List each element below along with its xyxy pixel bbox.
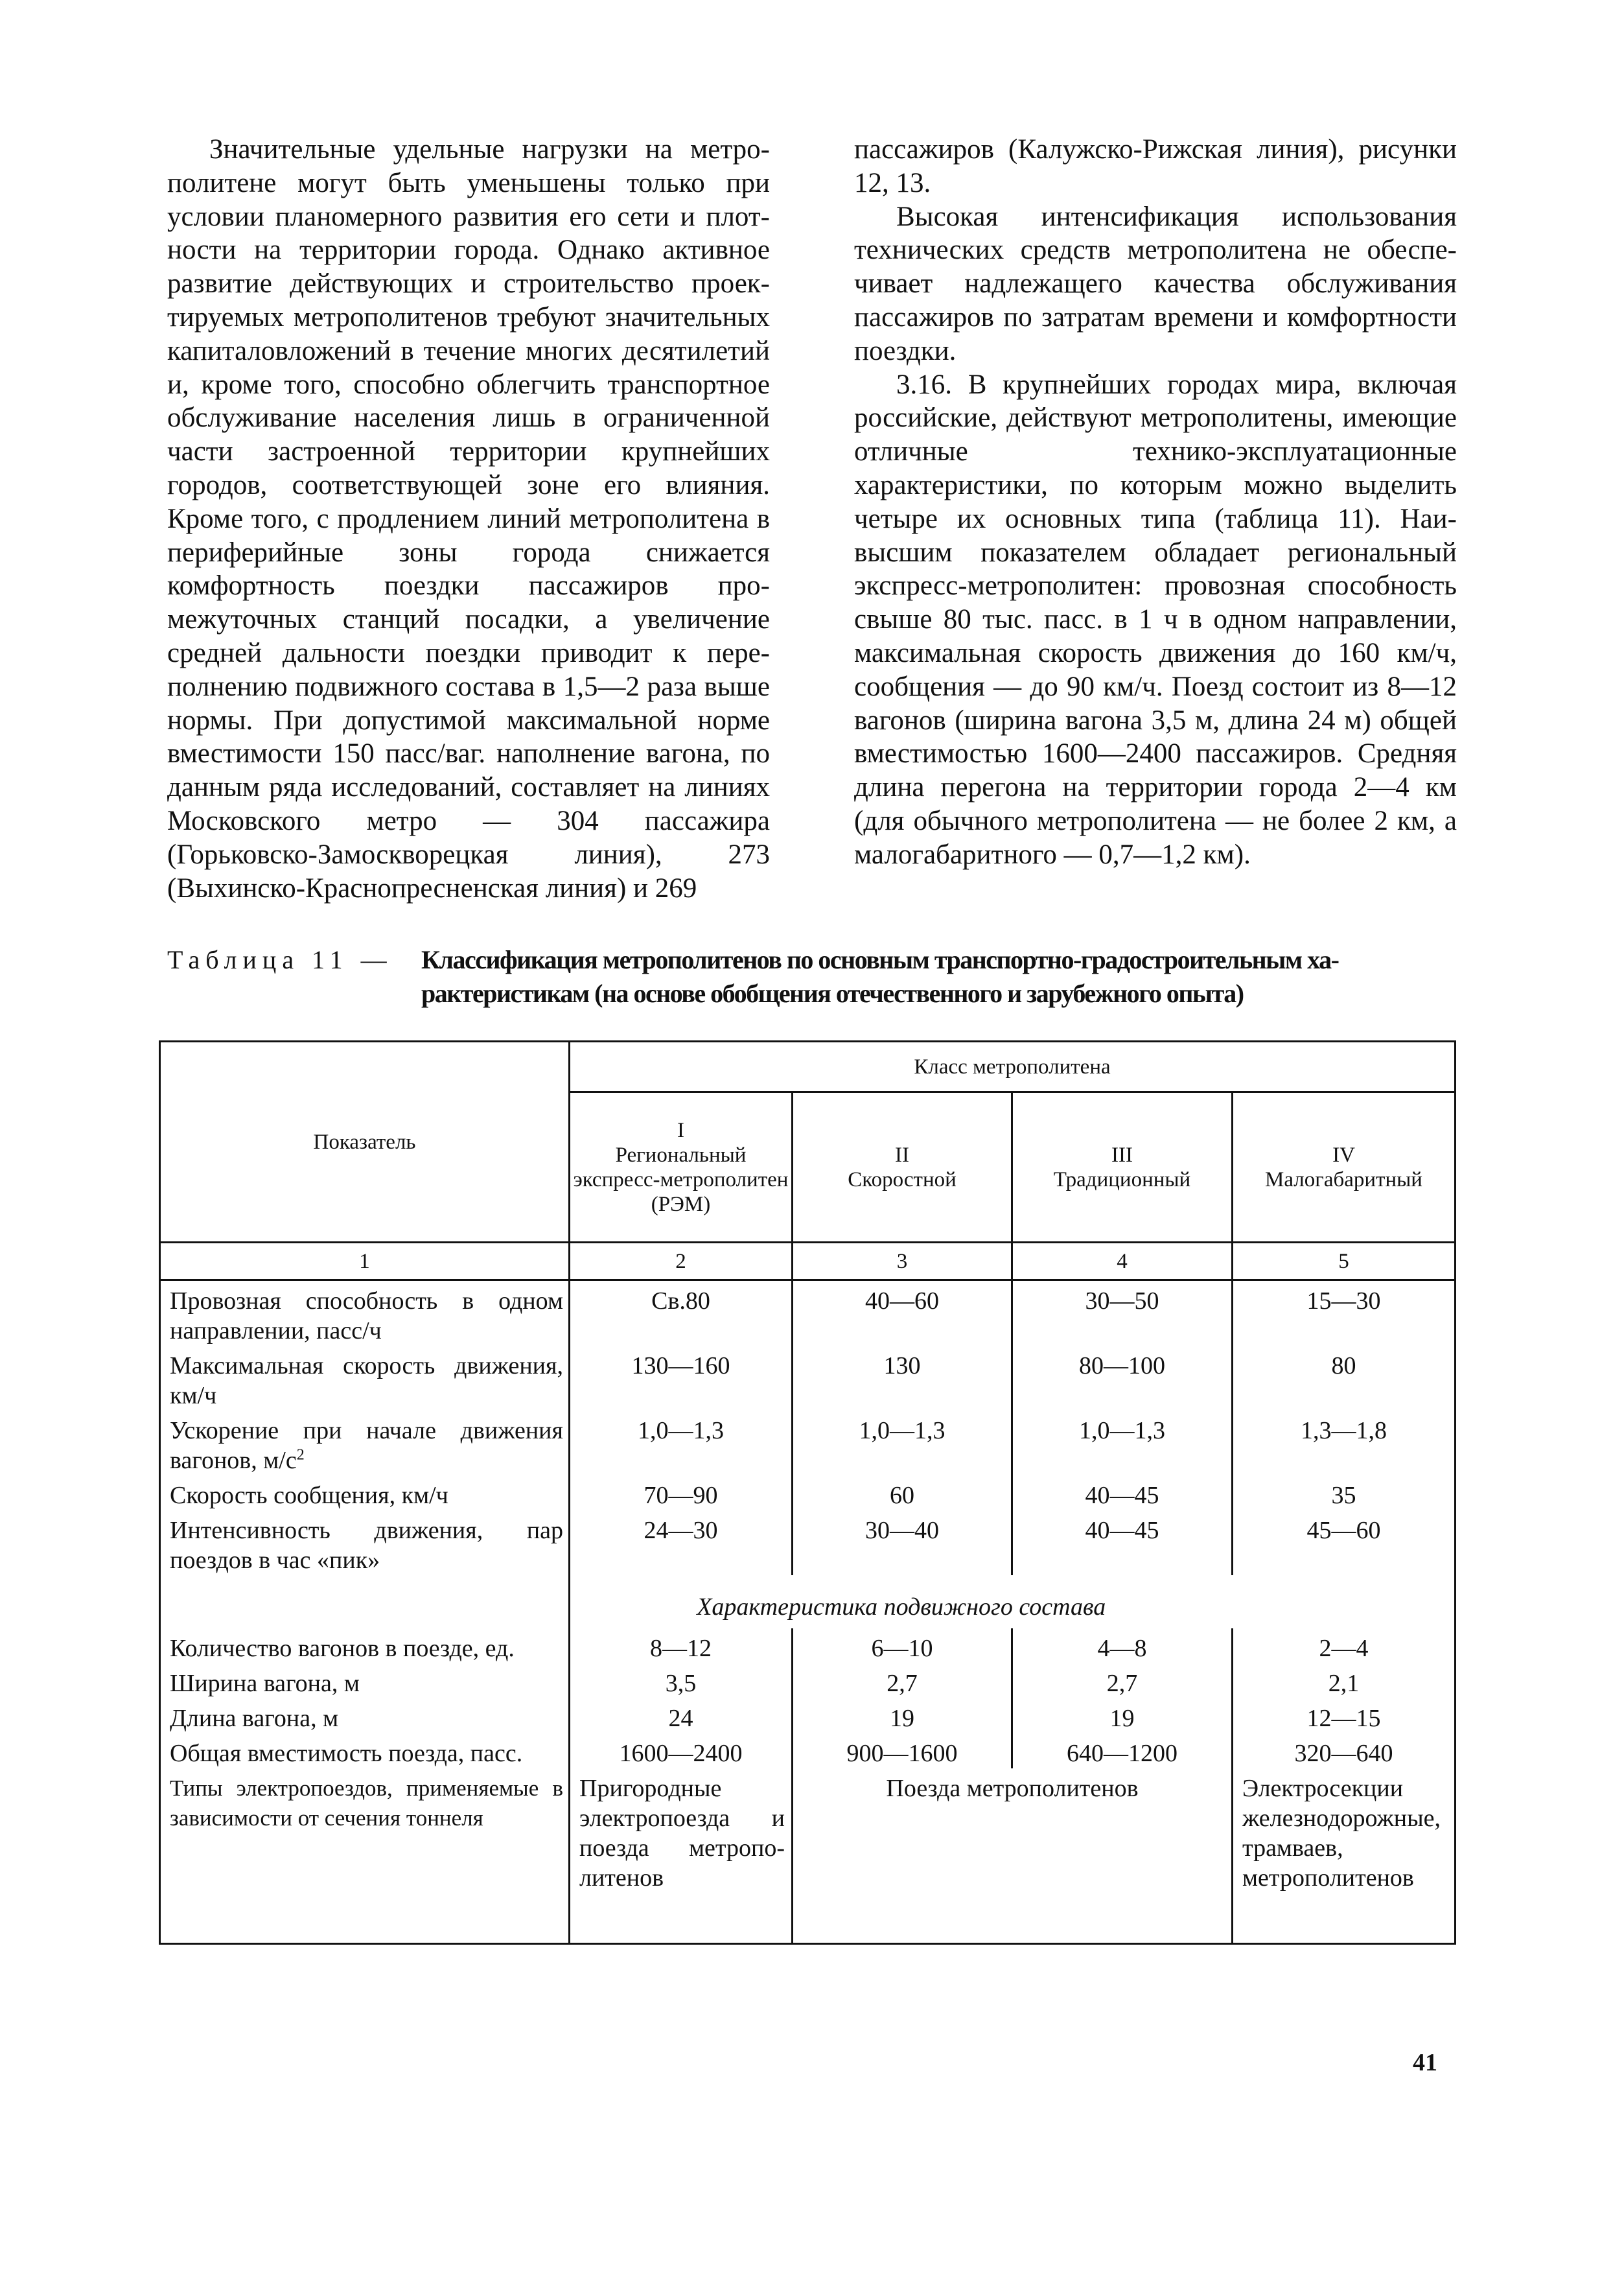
column-number: 1 bbox=[160, 1243, 570, 1280]
page-number: 41 bbox=[1413, 2049, 1437, 2076]
table-row bbox=[160, 1663, 1456, 1698]
cell-value: 40—45 bbox=[1012, 1510, 1233, 1575]
row-label: Ширина вагона, м bbox=[160, 1663, 570, 1698]
header-class-3 bbox=[1012, 1092, 1233, 1243]
cell-value: 24—30 bbox=[570, 1510, 793, 1575]
row-label: Длина вагона, м bbox=[160, 1698, 570, 1733]
table-caption bbox=[167, 943, 1457, 1011]
table-row bbox=[160, 1733, 1456, 1768]
row-label: Интенсивность движения, пар поездов в час «пик» bbox=[160, 1510, 570, 1575]
cell-value: 19 bbox=[793, 1698, 1012, 1733]
table-row bbox=[160, 1628, 1456, 1663]
row-label bbox=[160, 1411, 570, 1475]
class-number: I bbox=[677, 1118, 684, 1142]
header-class-4 bbox=[1233, 1092, 1456, 1243]
cell-value: Св.80 bbox=[570, 1280, 793, 1346]
cell-value: 45—60 bbox=[1233, 1510, 1456, 1575]
column-number: 3 bbox=[793, 1243, 1012, 1280]
cell-value: 2,1 bbox=[1233, 1663, 1456, 1698]
class-name: Малогабаритный bbox=[1265, 1167, 1422, 1191]
metro-classification-table bbox=[159, 1040, 1456, 1945]
column-number: 4 bbox=[1012, 1243, 1233, 1280]
class-number: III bbox=[1111, 1143, 1133, 1167]
paragraph: Значительные удельные нагрузки на метрополитене могут быть уменьшены только при условии планомерного развития его сети и плотности на территории города. Однако активное развитие действующих и строительство проектируемых метрополитенов требуют значительных капиталовложений в течение многих десятилетий и, кроме того, способно облегчить транспортное обслуживание населения лишь в ограниченной части застроенной территории крупнейших городов, соответствующей зоне его влияния. Кроме того, с продлением линий метрополитена в периферийные зоны города снижается комфортность поездки пассажиров промежуточных станций посадки, а увеличение средней дальности поездки приводит к переполнению подвижного состава в 1,5—2 раза выше нормы. При допустимой максимальной норме вместимости 150 пасс/ваг. наполнение вагона, по данным ряда исследований, составляет на линиях Московского метро — 304 пассажира (Горьковско-Замоскворецкая линия), 273 (Выхинско-Краснопресненская линия) и 269 bbox=[167, 134, 770, 904]
cell-value: 900—1600 bbox=[793, 1733, 1012, 1768]
right-text-column bbox=[854, 133, 1457, 872]
table-row bbox=[160, 1346, 1456, 1411]
table-caption-title-continued: рактеристикам (на основе обобщения отечественного и зарубежного опыта) bbox=[421, 979, 1244, 1008]
cell-value: 130—160 bbox=[570, 1346, 793, 1411]
table-row bbox=[160, 1280, 1456, 1346]
column-number: 5 bbox=[1233, 1243, 1456, 1280]
cell-value: 60 bbox=[793, 1475, 1012, 1510]
cell-value: 640—1200 bbox=[1012, 1733, 1233, 1768]
row-label: Скорость сообщения, км/ч bbox=[160, 1475, 570, 1510]
row-label: Максимальная скорость движения, км/ч bbox=[160, 1346, 570, 1411]
unit-exponent: 2 bbox=[296, 1446, 305, 1464]
cell-value: 6—10 bbox=[793, 1628, 1012, 1663]
row-label: Провозная способность в одном направлении, пасс/ч bbox=[160, 1280, 570, 1346]
row-label: Общая вместимость поезда, пасс. bbox=[160, 1733, 570, 1768]
cell-value: 12—15 bbox=[1233, 1698, 1456, 1733]
class-name: Скоростной bbox=[848, 1167, 957, 1191]
cell-value: 4—8 bbox=[1012, 1628, 1233, 1663]
cell-value: 40—60 bbox=[793, 1280, 1012, 1346]
table-row bbox=[160, 1475, 1456, 1510]
cell-value: 70—90 bbox=[570, 1475, 793, 1510]
cell-value: Электросекции железнодорожные, трамваев, метрополитенов bbox=[1233, 1768, 1456, 1943]
column-number: 2 bbox=[570, 1243, 793, 1280]
class-number: II bbox=[895, 1143, 909, 1167]
class-name: Традиционный bbox=[1053, 1167, 1191, 1191]
cell-value: 1,3—1,8 bbox=[1233, 1411, 1456, 1475]
table-row bbox=[160, 1411, 1456, 1475]
cell-value: 30—50 bbox=[1012, 1280, 1233, 1346]
cell-value: 2—4 bbox=[1233, 1628, 1456, 1663]
paragraph: Высокая интенсификация использования технических средств метрополитена не обеспечивает надлежащего качества обслуживания пассажиров по затратам времени и комфортности поездки. bbox=[854, 201, 1457, 366]
table-row bbox=[160, 1768, 1456, 1943]
section-row bbox=[160, 1575, 1456, 1628]
section-title: Характеристика подвижного состава bbox=[697, 1593, 1106, 1621]
paragraph: пассажиров (Калужско-Рижская линия), рисунки 12, 13. bbox=[854, 134, 1457, 198]
row-label-text: Ускорение при начале движения вагонов, м/с bbox=[170, 1417, 563, 1474]
header-class-group: Класс метрополитена bbox=[570, 1042, 1456, 1092]
table-row bbox=[160, 1698, 1456, 1733]
class-name: Региональный экспресс-метрополитен (РЭМ) bbox=[573, 1143, 789, 1216]
header-indicator: Показатель bbox=[160, 1042, 570, 1243]
cell-value: 320—640 bbox=[1233, 1733, 1456, 1768]
cell-value: 30—40 bbox=[793, 1510, 1012, 1575]
cell-value: 24 bbox=[570, 1698, 793, 1733]
row-label: Типы электропоездов, применяемые в зависимости от сечения тоннеля bbox=[160, 1768, 570, 1943]
table-row bbox=[160, 1510, 1456, 1575]
header-class-1 bbox=[570, 1092, 793, 1243]
cell-value: 3,5 bbox=[570, 1663, 793, 1698]
cell-value: 80 bbox=[1233, 1346, 1456, 1411]
cell-value: 1600—2400 bbox=[570, 1733, 793, 1768]
cell-value: Пригородные электропоезда и поезда метрополитенов bbox=[570, 1768, 793, 1943]
row-label: Количество вагонов в поезде, ед. bbox=[160, 1628, 570, 1663]
table-caption-title: Классификация метрополитенов по основным транспортно-градостроительным ха- bbox=[421, 945, 1339, 974]
paragraph: 3.16. В крупнейших городах мира, включая российские, действуют метрополитены, имеющие отличные технико-эксплуатационные характеристики, по которым можно выделить четыре их основных типа (таблица 11). Наивысшим показателем обладает региональный экспресс-метрополитен: провозная способность свыше 80 тыс. пасс. в 1 ч в одном направлении, максимальная скорость движения до 160 км/ч, сообщения — до 90 км/ч. Поезд состоит из 8—12 вагонов (ширина вагона 3,5 м, длина 24 м) общей вместимостью 1600—2400 пассажиров. Средняя длина перегона на территории города 2—4 км (для обычного метрополитена — не более 2 км, а малогабаритного — 0,7—1,2 км). bbox=[854, 369, 1457, 870]
class-number: IV bbox=[1332, 1143, 1355, 1167]
cell-value: 19 bbox=[1012, 1698, 1233, 1733]
cell-value: 1,0—1,3 bbox=[793, 1411, 1012, 1475]
cell-value: 35 bbox=[1233, 1475, 1456, 1510]
cell-value: 1,0—1,3 bbox=[570, 1411, 793, 1475]
cell-value: 80—100 bbox=[1012, 1346, 1233, 1411]
header-class-2 bbox=[793, 1092, 1012, 1243]
cell-value: 8—12 bbox=[570, 1628, 793, 1663]
cell-value: 130 bbox=[793, 1346, 1012, 1411]
cell-value: 2,7 bbox=[793, 1663, 1012, 1698]
left-text-column bbox=[167, 133, 770, 905]
cell-value: 2,7 bbox=[1012, 1663, 1233, 1698]
table-caption-label: Таблица 11 — bbox=[167, 945, 393, 974]
cell-value: 1,0—1,3 bbox=[1012, 1411, 1233, 1475]
cell-value: 15—30 bbox=[1233, 1280, 1456, 1346]
cell-value: Поезда метрополитенов bbox=[793, 1768, 1233, 1943]
cell-value: 40—45 bbox=[1012, 1475, 1233, 1510]
